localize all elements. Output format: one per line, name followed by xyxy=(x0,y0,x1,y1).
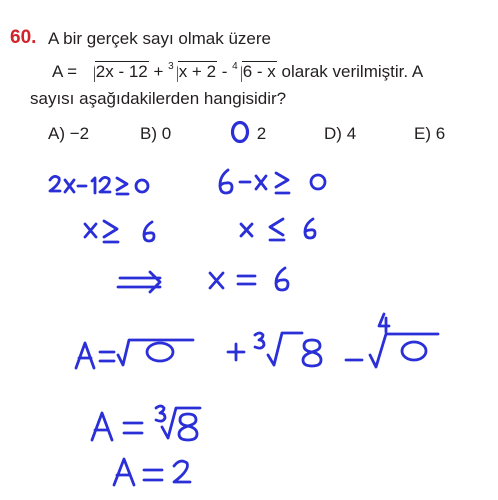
hw-text-line1-left xyxy=(0,0,1,1)
radicand-2: x + 2 xyxy=(178,62,217,81)
hw-line5 xyxy=(92,406,200,440)
hw-line1-left xyxy=(50,176,148,194)
choice-b-label: B) xyxy=(140,124,157,143)
choice-b-value: 0 xyxy=(161,124,172,143)
choice-e-value: 6 xyxy=(435,124,446,143)
hw-line4 xyxy=(76,314,438,368)
root-index-4: 4 xyxy=(232,61,238,72)
choice-e-label: E) xyxy=(414,124,431,143)
hw-line3 xyxy=(118,268,288,292)
hw-line6 xyxy=(114,459,190,485)
formula-lhs: A = xyxy=(52,62,82,81)
formula-minus: - xyxy=(217,62,233,81)
question-number: 60. xyxy=(10,27,37,48)
answer-circle-mark xyxy=(233,123,248,142)
choice-a-value: −2 xyxy=(69,124,90,143)
radicand-1: 2x - 12 xyxy=(95,62,148,81)
hw-line1-right xyxy=(220,170,325,193)
choice-a-label: A) xyxy=(48,124,65,143)
question-text-line2: sayısı aşağıdakilerden hangisidir? xyxy=(30,89,287,108)
radicand-3: 6 - x xyxy=(242,62,276,81)
choice-d-label: D) xyxy=(324,124,342,143)
choice-d-value: 4 xyxy=(346,124,357,143)
question-text-line1: A bir gerçek sayı olmak üzere xyxy=(48,29,271,48)
formula-suffix: olarak verilmiştir. A xyxy=(276,62,424,81)
hw-line2-left xyxy=(85,221,154,242)
formula-plus: + xyxy=(148,62,169,81)
root-index-3: 3 xyxy=(168,61,174,72)
hw-line2-right xyxy=(241,219,315,240)
choice-c-value: 2 xyxy=(256,124,267,143)
